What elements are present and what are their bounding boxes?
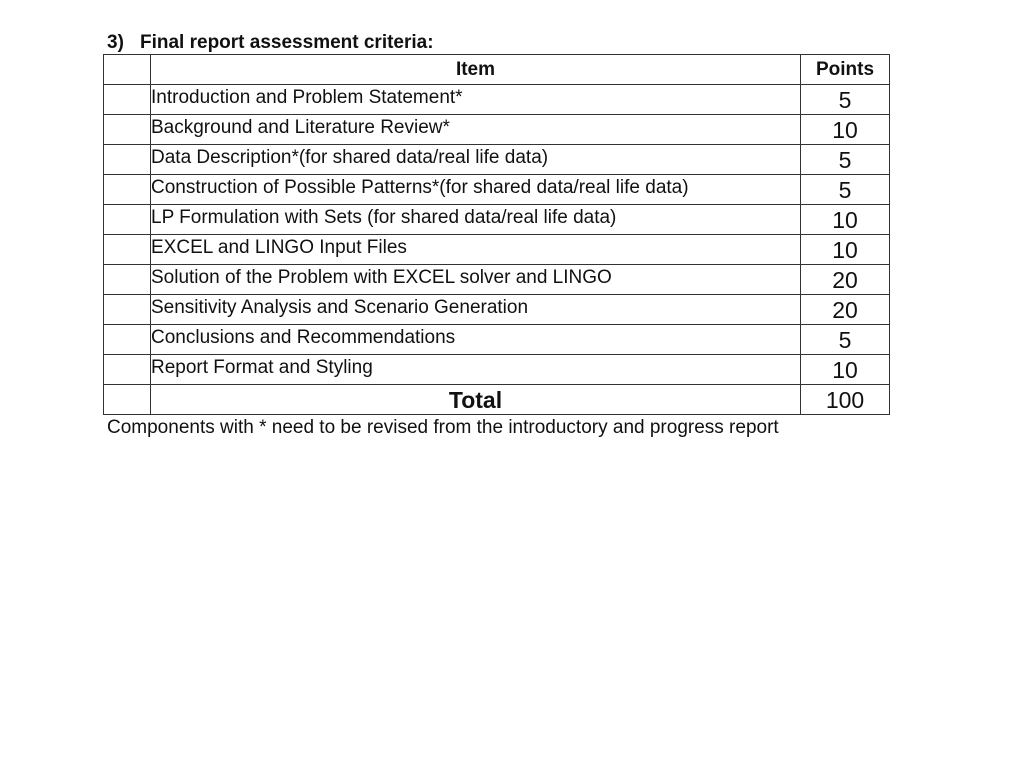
criterion-points: 20 xyxy=(801,295,890,325)
blank-cell xyxy=(104,385,151,415)
table-row xyxy=(104,265,890,295)
criterion-points: 5 xyxy=(801,175,890,205)
criterion-item: Solution of the Problem with EXCEL solver and LINGO xyxy=(151,265,801,295)
criterion-item: Introduction and Problem Statement* xyxy=(151,85,801,115)
criterion-points: 10 xyxy=(801,355,890,385)
header-points: Points xyxy=(801,55,890,85)
table-row xyxy=(104,205,890,235)
blank-cell xyxy=(104,145,151,175)
header-blank-cell xyxy=(104,55,151,85)
blank-cell xyxy=(104,235,151,265)
table-row xyxy=(104,355,890,385)
criterion-points: 5 xyxy=(801,85,890,115)
total-points: 100 xyxy=(801,385,890,415)
criterion-points: 20 xyxy=(801,265,890,295)
table-row xyxy=(104,235,890,265)
assessment-criteria-table xyxy=(103,54,890,415)
table-row xyxy=(104,85,890,115)
table-row xyxy=(104,295,890,325)
criterion-item: LP Formulation with Sets (for shared data/real life data) xyxy=(151,205,801,235)
header-item: Item xyxy=(151,55,801,85)
criterion-points: 10 xyxy=(801,205,890,235)
footnote: Components with * need to be revised from the introductory and progress report xyxy=(107,417,779,438)
criterion-points: 5 xyxy=(801,325,890,355)
criterion-item: Report Format and Styling xyxy=(151,355,801,385)
table-row xyxy=(104,175,890,205)
blank-cell xyxy=(104,85,151,115)
blank-cell xyxy=(104,355,151,385)
total-label: Total xyxy=(151,385,801,415)
table-row xyxy=(104,325,890,355)
blank-cell xyxy=(104,325,151,355)
total-row xyxy=(104,385,890,415)
blank-cell xyxy=(104,115,151,145)
table-row xyxy=(104,115,890,145)
criterion-item: EXCEL and LINGO Input Files xyxy=(151,235,801,265)
criterion-item: Data Description*(for shared data/real life data) xyxy=(151,145,801,175)
section-title: Final report assessment criteria: xyxy=(140,32,434,53)
blank-cell xyxy=(104,205,151,235)
criterion-item: Conclusions and Recommendations xyxy=(151,325,801,355)
section-number: 3) xyxy=(107,32,124,53)
section-heading xyxy=(107,31,434,55)
blank-cell xyxy=(104,295,151,325)
table-header-row xyxy=(104,55,890,85)
blank-cell xyxy=(104,265,151,295)
criterion-points: 10 xyxy=(801,235,890,265)
criterion-points: 10 xyxy=(801,115,890,145)
table-row xyxy=(104,145,890,175)
criterion-item: Background and Literature Review* xyxy=(151,115,801,145)
criterion-points: 5 xyxy=(801,145,890,175)
criterion-item: Construction of Possible Patterns*(for shared data/real life data) xyxy=(151,175,801,205)
blank-cell xyxy=(104,175,151,205)
criterion-item: Sensitivity Analysis and Scenario Generation xyxy=(151,295,801,325)
